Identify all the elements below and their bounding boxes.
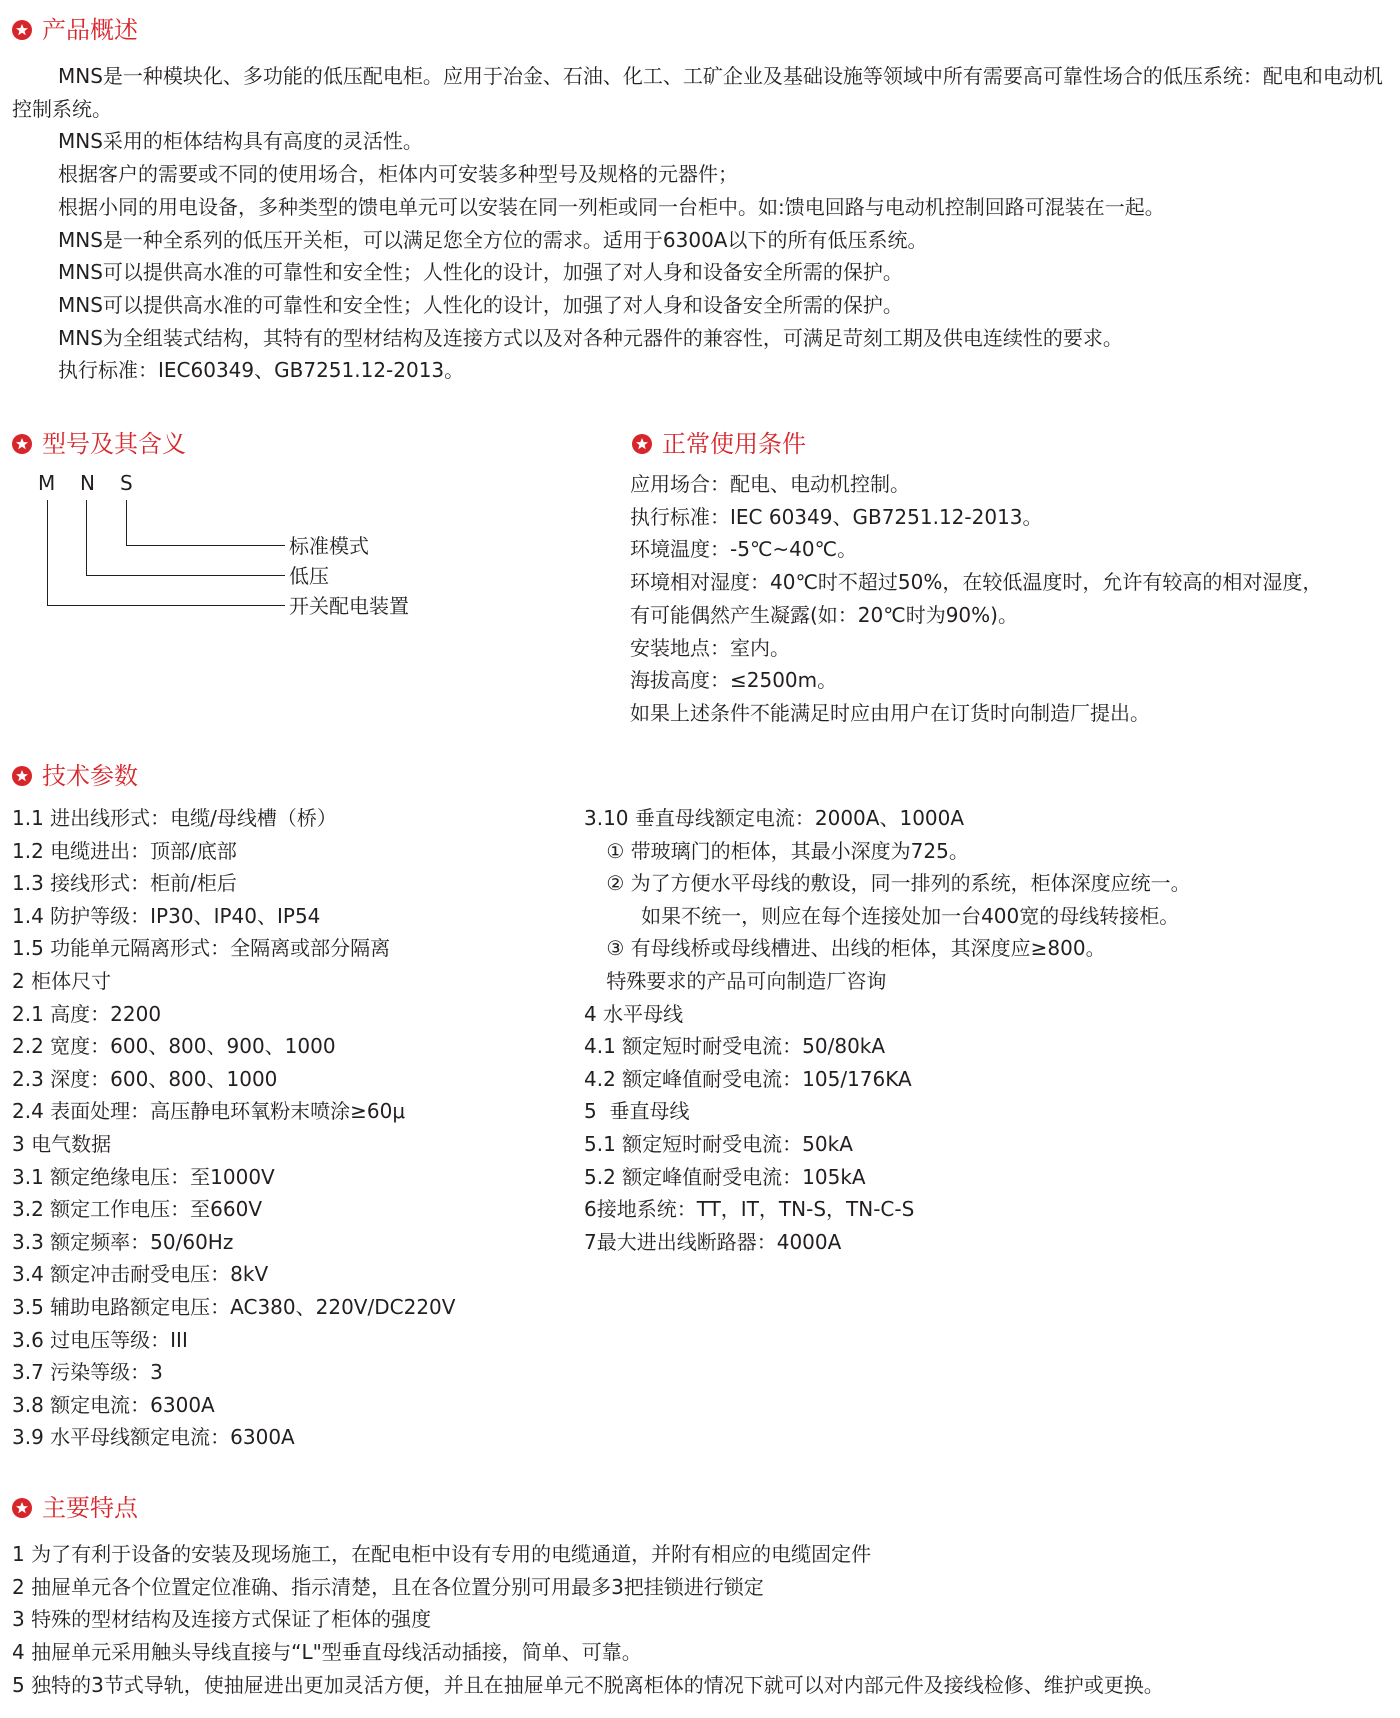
star-circle-icon: [632, 434, 652, 454]
spec-item: 4.1 额定短时耐受电流：50/80kA: [584, 1034, 886, 1059]
feature-item: 1 为了有利于设备的安装及现场施工，在配电柜中设有专用的电缆通道，并附有相应的电缆固定件: [12, 1542, 872, 1566]
overview-line: MNS采用的柜体结构具有高度的灵活性。: [58, 129, 423, 154]
spec-item: 3.5 辅助电路额定电压：AC380、220V/DC220V: [12, 1294, 456, 1319]
star-circle-icon: [12, 766, 32, 786]
spec-item: 3.8 额定电流：6300A: [12, 1392, 215, 1417]
spec-note: ① 带玻璃门的柜体，其最小深度为725。: [600, 838, 969, 863]
spec-item: 3.7 污染等级：3: [12, 1360, 163, 1385]
overview-line: MNS是一种全系列的低压开关柜，可以满足您全方位的需求。适用于6300A以下的所有低压系统。: [58, 227, 928, 252]
bracket-line: [86, 575, 285, 576]
spec-item: 5.1 额定短时耐受电流：50kA: [584, 1131, 853, 1156]
overview-heading: [12, 12, 138, 48]
spec-note: ③ 有母线桥或母线槽进、出线的柜体，其深度应≥800。: [600, 936, 1106, 961]
overview-line: 根据小同的用电设备，多种类型的馈电单元可以安装在同一列柜或同一台柜中。如:馈电回路与电动机控制回路可混装在一起。: [58, 194, 1165, 219]
features-heading: [12, 1490, 138, 1526]
spec-item: 2.1 高度：2200: [12, 1001, 162, 1026]
spec-item: 3.9 水平母线额定电流：6300A: [12, 1425, 295, 1450]
conditions-line: 安装地点：室内。: [630, 635, 790, 660]
spec-item: 1.5 功能单元隔离形式：全隔离或部分隔离: [12, 936, 391, 961]
star-circle-icon: [12, 434, 32, 454]
star-circle-icon: [12, 20, 32, 40]
model-letter-n: N: [80, 471, 95, 495]
spec-item: 5 垂直母线: [584, 1099, 690, 1124]
overview-line: MNS可以提供高水准的可靠性和安全性；人性化的设计，加强了对人身和设备安全所需的保护。: [58, 260, 903, 285]
spec-item: 3.10 垂直母线额定电流：2000A、1000A: [584, 806, 965, 830]
overview-line: MNS可以提供高水准的可靠性和安全性；人性化的设计，加强了对人身和设备安全所需的保护。: [58, 292, 903, 317]
bracket-line: [47, 500, 48, 606]
conditions-line: 海拔高度：≤2500m。: [630, 668, 838, 693]
star-circle-icon: [12, 1498, 32, 1518]
model-meaning-s: 标准模式: [289, 534, 369, 558]
model-letter-m: M: [38, 471, 56, 495]
spec-item: 1.1 进出线形式：电缆/母线槽（桥）: [12, 806, 337, 830]
overview-line: 执行标准：IEC60349、GB7251.12-2013。: [58, 358, 465, 383]
spec-item: 7最大进出线断路器：4000A: [584, 1229, 842, 1254]
bracket-line: [126, 545, 285, 546]
model-heading: [12, 426, 186, 462]
spec-item: 3.3 额定频率：50/60Hz: [12, 1229, 234, 1254]
feature-item: 4 抽屉单元采用触头导线直接与“L"型垂直母线活动插接，简单、可靠。: [12, 1640, 642, 1665]
bracket-line: [126, 500, 127, 546]
spec-item: 2.2 宽度：600、800、900、1000: [12, 1034, 336, 1059]
overview-line: MNS为全组装式结构，其特有的型材结构及连接方式以及对各种元器件的兼容性，可满足苛刻工期及供电连续性的要求。: [58, 325, 1123, 350]
spec-item: 1.2 电缆进出：顶部/底部: [12, 838, 237, 863]
spec-item: 4 水平母线: [584, 1001, 684, 1026]
conditions-line: 应用场合：配电、电动机控制。: [630, 472, 910, 496]
spec-note: ② 为了方便水平母线的敷设，同一排列的系统，柜体深度应统一。: [600, 871, 1191, 896]
spec-item: 3 电气数据: [12, 1131, 112, 1156]
bracket-line: [47, 605, 285, 606]
specs-right-column: [584, 802, 1384, 1258]
model-letter-s: S: [120, 471, 133, 495]
feature-item: 5 独特的3节式导轨，使抽屉进出更加灵活方便，并且在抽屉单元不脱离柜体的情况下就可以对内部元件及接线检修、维护或更换。: [12, 1672, 1164, 1697]
spec-item: 3.4 额定冲击耐受电压：8kV: [12, 1262, 269, 1287]
features-list: [12, 1538, 1386, 1702]
spec-item: 3.2 额定工作电压：至660V: [12, 1197, 263, 1222]
conditions-title: 正常使用条件: [662, 430, 806, 458]
spec-item: 4.2 额定峰值耐受电流：105/176KA: [584, 1066, 912, 1091]
overview-line: MNS是一种模块化、多功能的低压配电柜。应用于冶金、石油、化工、工矿企业及基础设施等领域中所有需要高可靠性场合的低压系统：配电和电动机控制系统。: [12, 64, 1383, 121]
model-code-diagram: [38, 470, 458, 660]
spec-item: 1.4 防护等级：IP30、IP40、IP54: [12, 903, 321, 928]
feature-item: 3 特殊的型材结构及连接方式保证了柜体的强度: [12, 1607, 432, 1632]
spec-item: 1.3 接线形式：柜前/柜后: [12, 871, 237, 896]
conditions-heading: [632, 426, 806, 462]
spec-item: 3.1 额定绝缘电压：至1000V: [12, 1164, 275, 1189]
overview-line: 根据客户的需要或不同的使用场合，柜体内可安装多种型号及规格的元器件；: [58, 162, 738, 187]
spec-item: 6接地系统：TT，IT，TN-S，TN-C-S: [584, 1197, 915, 1222]
model-meaning-n: 低压: [289, 564, 329, 588]
model-meaning-m: 开关配电装置: [289, 594, 409, 618]
spec-item: 2 柜体尺寸: [12, 968, 112, 993]
bracket-line: [86, 500, 87, 576]
conditions-line: 执行标准：IEC 60349、GB7251.12-2013。: [630, 504, 1043, 529]
overview-title: 产品概述: [42, 16, 138, 44]
conditions-line: 环境相对湿度：40℃时不超过50%，在较低温度时，允许有较高的相对湿度，: [630, 570, 1323, 595]
specs-title: 技术参数: [42, 762, 138, 790]
features-title: 主要特点: [42, 1494, 138, 1522]
conditions-line: 有可能偶然产生凝露(如：20℃时为90%)。: [630, 602, 1018, 627]
conditions-text: [630, 468, 1390, 730]
spec-item: 2.3 深度：600、800、1000: [12, 1066, 278, 1091]
conditions-line: 环境温度：-5℃~40℃。: [630, 537, 858, 562]
overview-text: [12, 60, 1386, 387]
conditions-line: 如果上述条件不能满足时应由用户在订货时向制造厂提出。: [630, 700, 1150, 725]
specs-left-column: [12, 802, 572, 1454]
spec-note: 特殊要求的产品可向制造厂咨询: [600, 968, 887, 993]
spec-note: 如果不统一，则应在每个连接处加一台400宽的母线转接柜。: [622, 903, 1180, 928]
spec-item: 2.4 表面处理：高压静电环氧粉末喷涂≥60μ: [12, 1099, 406, 1124]
specs-heading: [12, 758, 138, 794]
feature-item: 2 抽屉单元各个位置定位准确、指示清楚，且在各位置分别可用最多3把挂锁进行锁定: [12, 1574, 764, 1599]
model-title: 型号及其含义: [42, 430, 186, 458]
spec-item: 5.2 额定峰值耐受电流：105kA: [584, 1164, 866, 1189]
spec-item: 3.6 过电压等级：III: [12, 1327, 188, 1352]
